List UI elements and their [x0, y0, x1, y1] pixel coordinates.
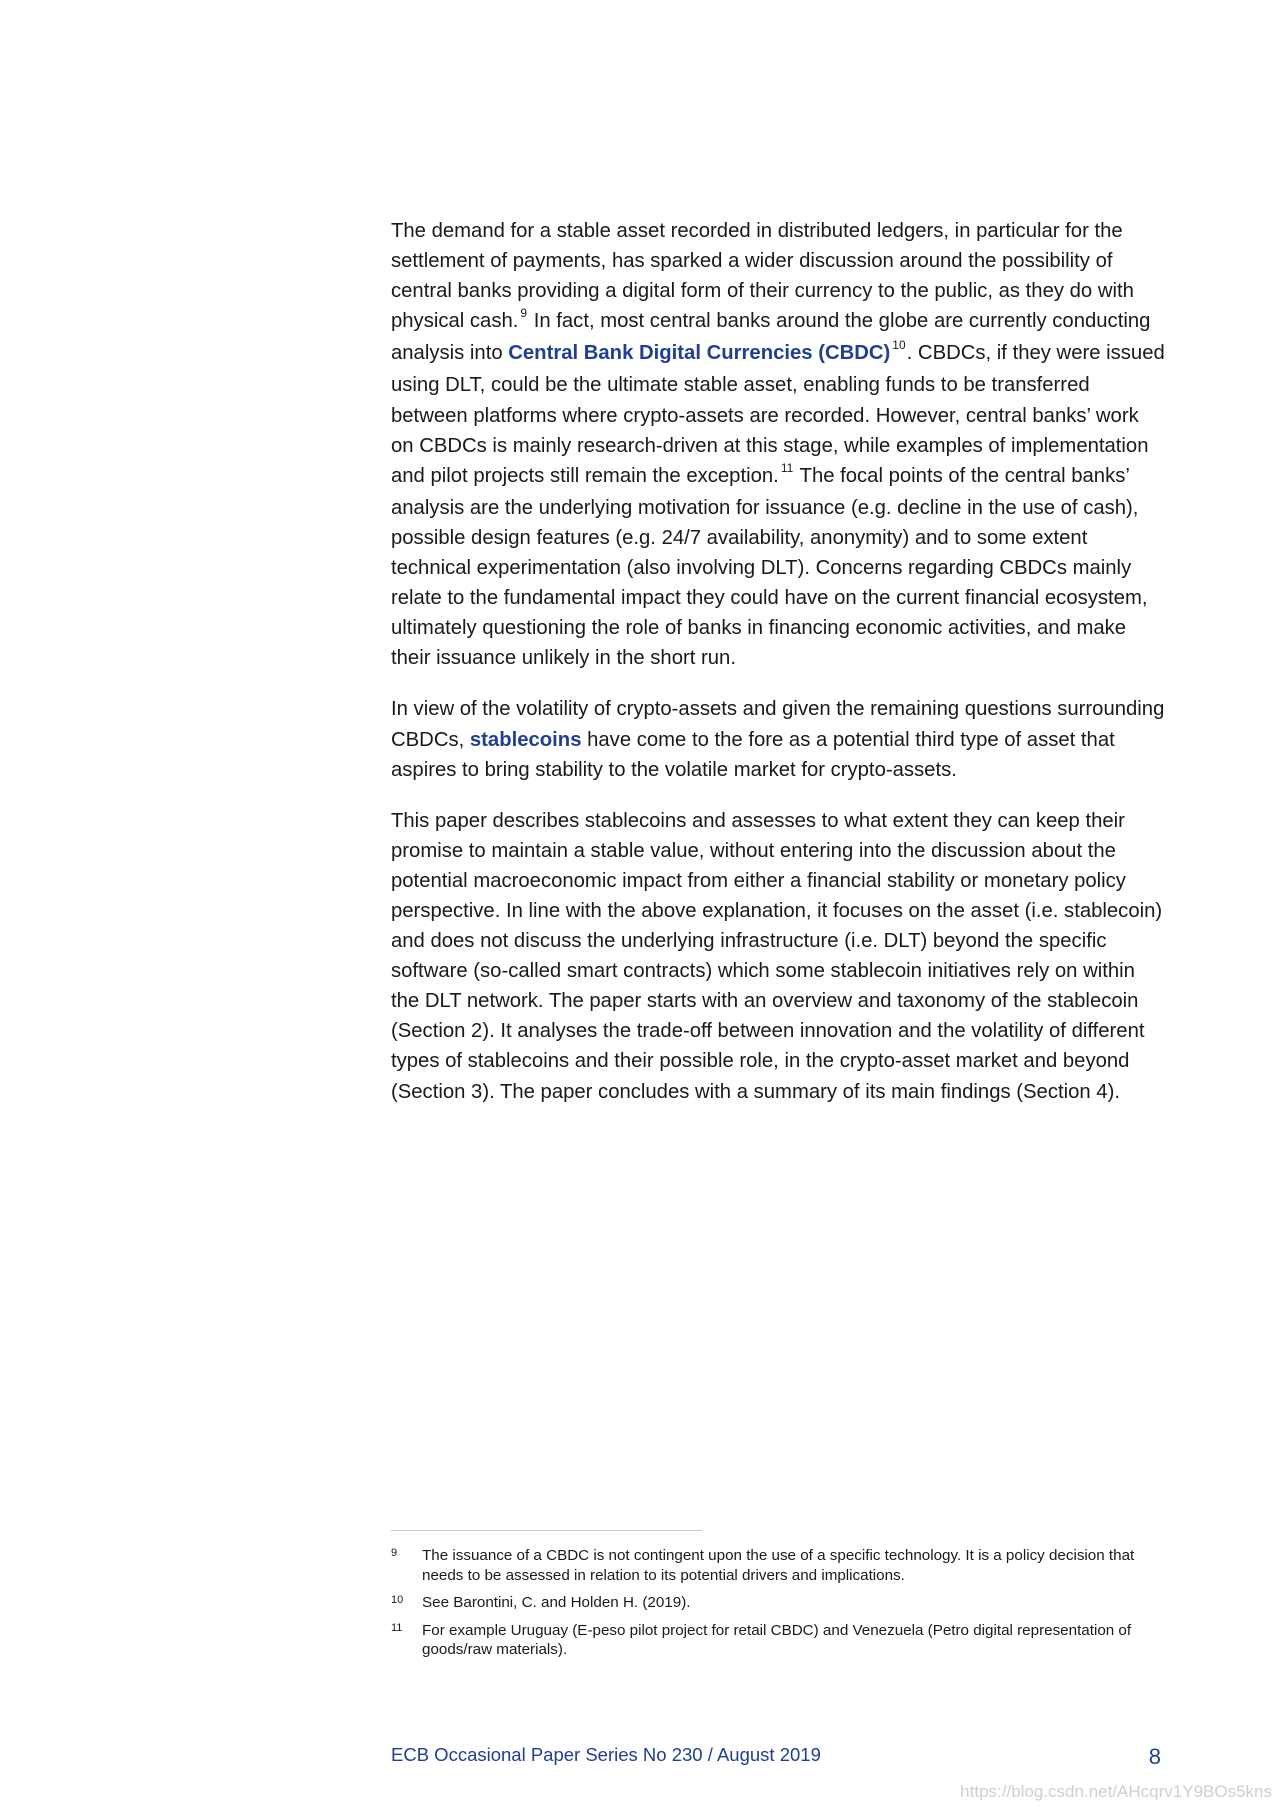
footnote-11 — [391, 1621, 1171, 1660]
footnote-number: 9 — [391, 1547, 398, 1559]
footnote-number: 10 — [391, 1594, 404, 1606]
watermark-url: https://blog.csdn.net/AHcqrv1Y9BOs5kns — [960, 1782, 1272, 1801]
highlighted-term-stablecoins: stablecoins — [469, 728, 582, 751]
paragraph-text: In view of the volatility of crypto-assets and given the remaining questions surrounding CBDCs, — [391, 698, 1165, 751]
footnote-ref-11[interactable]: 11 — [780, 460, 794, 475]
highlighted-term-cbdc: Central Bank Digital Currencies (CBDC) — [508, 342, 891, 365]
paragraph-stablecoins — [391, 694, 1166, 784]
page-footer — [391, 1744, 1161, 1772]
footnote-divider — [391, 1530, 702, 1531]
footnotes — [391, 1546, 1171, 1668]
series-label: ECB Occasional Paper Series No 230 / August 2019 — [391, 1744, 821, 1765]
main-body — [391, 216, 1166, 1128]
footnote-ref-10[interactable]: 10 — [892, 338, 906, 353]
footnote-text: See Barontini, C. and Holden H. (2019). — [422, 1594, 691, 1611]
footnote-ref-9[interactable]: 9 — [520, 306, 528, 321]
footnote-9 — [391, 1546, 1171, 1585]
footnote-10 — [391, 1593, 1171, 1613]
page-number: 8 — [1148, 1744, 1161, 1769]
paragraph-text: The demand for a stable asset recorded in distributed ledgers, in particular for the settlement of payments, has sparked a wider discussion around the possibility of central banks providing a digital form of their currency to the public, as they do with physical cash. — [391, 220, 1134, 333]
paragraph-text: In fact, most central banks around the globe are currently conducting analysis into — [391, 310, 1151, 365]
paragraph-text: The focal points of the central banks’ analysis are the underlying motivation for issuance (e.g. decline in the use of cash), possible design features (e.g. 24/7 availability, anonymity) and to some extent technical experimentation (also involving DLT). Concerns regarding CBDCs mainly relate to the fundamental impact they could have on the current financial ecosystem, ultimately questioning the role of banks in financing economic activities, and make their issuance unlikely in the short run. — [391, 464, 1148, 670]
footnote-text: The issuance of a CBDC is not contingent upon the use of a specific technology. It is a policy decision that needs to be assessed in relation to its potential drivers and implications. — [422, 1547, 1135, 1584]
footnote-text: For example Uruguay (E-peso pilot project for retail CBDC) and Venezuela (Petro digital representation of goods/raw materials). — [422, 1621, 1132, 1658]
paragraph-text: . CBDCs, if they were issued using DLT, could be the ultimate stable asset, enabling funds to be transferred between platforms where crypto-assets are recorded. However, central banks’ work on CBDCs is mainly research-driven at this stage, while examples of implementation and pilot projects still remain the exception. — [391, 342, 1165, 487]
paragraph-cbdc — [391, 216, 1166, 673]
footnote-number: 11 — [391, 1621, 403, 1634]
paragraph-paper-overview: This paper describes stablecoins and assesses to what extent they can keep their promise to maintain a stable value, without entering into the discussion about the potential macroeconomic impact from either a financial stability or monetary policy perspective. In line with the above explanation, it focuses on the asset (i.e. stablecoin) and does not discuss the underlying infrastructure (i.e. DLT) beyond the specific software (so-called smart contracts) which some stablecoin initiatives rely on within the DLT network. The paper starts with an overview and taxonomy of the stablecoin (Section 2). It analyses the trade-off between innovation and the volatility of different types of stablecoins and their possible role, in the crypto-asset market and beyond (Section 3). The paper concludes with a summary of its main findings (Section 4). — [391, 809, 1163, 1103]
paragraph-text: have come to the fore as a potential third type of asset that aspires to bring stability to the volatile market for crypto-assets. — [391, 728, 1115, 781]
